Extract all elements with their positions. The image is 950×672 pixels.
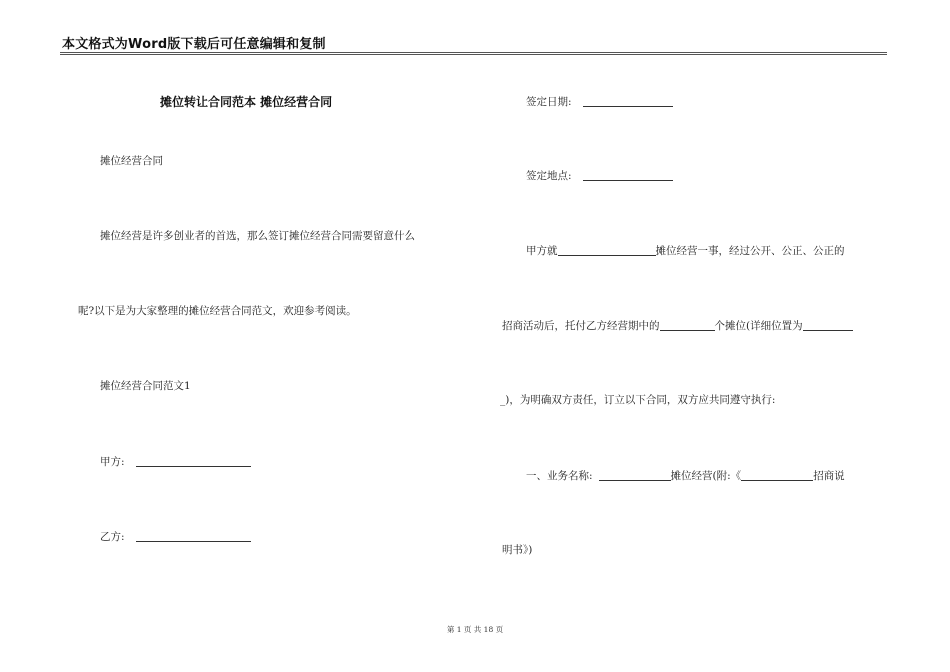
clause-text: 招商说 xyxy=(813,470,845,482)
sign-date-label: 签定日期: xyxy=(526,96,572,108)
party-a-label: 甲方: xyxy=(100,456,125,468)
document-header: 本文格式为Word版下载后可任意编辑和复制 xyxy=(62,37,326,52)
clause-text: 甲方就 xyxy=(526,245,558,257)
sign-place-label: 签定地点: xyxy=(526,170,572,182)
page-title: 摊位转让合同范本 摊位经营合同 xyxy=(160,95,333,109)
clause-line-3: _)，为明确双方责任，订立以下合同，双方应共同遵守执行: xyxy=(500,394,776,406)
sign-date-line xyxy=(526,96,673,108)
clause-text: 摊位经营一事，经过公开、公正、公正的 xyxy=(655,245,845,257)
clause-blank xyxy=(660,320,715,331)
clause-text: 一、业务名称: xyxy=(526,470,593,482)
clause-text: 个摊位(详细位置为 xyxy=(714,320,803,332)
clause-line-1 xyxy=(526,245,845,257)
clause-blank xyxy=(803,320,853,331)
sample-heading: 摊位经营合同范文1 xyxy=(100,380,191,392)
sign-place-line xyxy=(526,170,673,182)
party-b-blank xyxy=(136,531,251,542)
clause-blank xyxy=(558,245,656,256)
sign-place-blank xyxy=(583,170,673,181)
sign-date-blank xyxy=(583,96,673,107)
clause-blank xyxy=(741,470,813,481)
party-a-blank xyxy=(136,456,251,467)
clause-line-2 xyxy=(502,320,853,332)
clause-line-4 xyxy=(526,470,845,482)
paragraph-intro-line2: 呢?以下是为大家整理的摊位经营合同范文，欢迎参考阅读。 xyxy=(78,305,357,317)
clause-text: 招商活动后，托付乙方经营期中的 xyxy=(502,320,660,332)
header-rule-top xyxy=(60,52,887,53)
paragraph-intro-line1: 摊位经营是许多创业者的首选，那么签订摊位经营合同需要留意什么 xyxy=(100,230,415,242)
party-a-line xyxy=(100,456,251,468)
party-b-label: 乙方: xyxy=(100,531,125,543)
paragraph-heading: 摊位经营合同 xyxy=(100,155,163,167)
clause-line-5: 明书》) xyxy=(502,544,533,556)
clause-text: 摊位经营(附:《 xyxy=(670,470,742,482)
party-b-line xyxy=(100,531,251,543)
header-rule-bottom xyxy=(60,54,887,55)
clause-blank xyxy=(599,470,671,481)
page-number: 第 1 页 共 18 页 xyxy=(446,625,504,634)
